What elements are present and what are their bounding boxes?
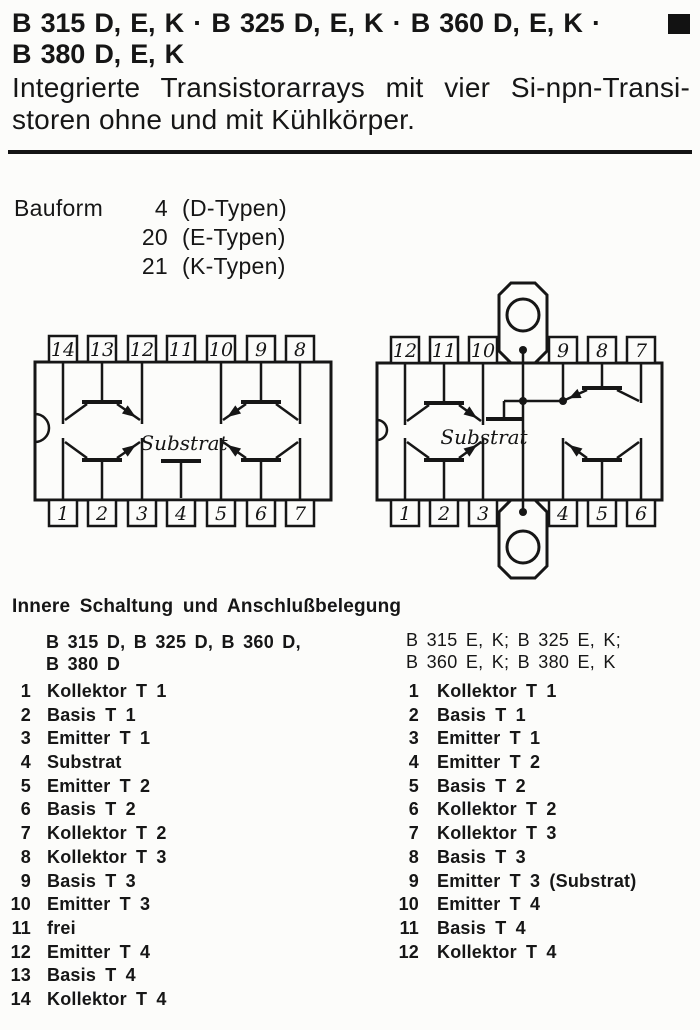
title-line-1: B 315 D, E, K · B 325 D, E, K · B 360 D, E, K ·	[12, 8, 601, 38]
wire	[276, 404, 298, 420]
pin-function: Emitter T 3 (Substrat)	[437, 870, 637, 891]
pin-function: Basis T 2	[437, 775, 526, 796]
pin-function: Basis T 3	[47, 870, 136, 891]
npn-transistor-symbol	[221, 362, 300, 424]
bauform-number: 20	[141, 224, 168, 250]
pin-box-number: 3	[476, 503, 490, 525]
pin-box-number: 6	[254, 503, 268, 525]
wire	[407, 405, 429, 421]
pin-number: 2	[20, 704, 31, 725]
pin-function: Emitter T 1	[47, 728, 151, 749]
wire	[617, 442, 639, 458]
npn-transistor-symbol	[63, 438, 142, 500]
pin-number: 4	[20, 752, 31, 773]
bauform-number: 21	[141, 253, 168, 279]
pin-number: 4	[408, 752, 419, 773]
subtitle-line-1: Integrierte Transistorarrays mit vier Si-npn-Transi-	[12, 72, 690, 103]
pin-row	[0, 942, 167, 966]
pin-box	[430, 500, 458, 526]
npn-transistor-symbol	[221, 438, 300, 500]
pin-row	[0, 965, 167, 989]
pin-row	[0, 894, 167, 918]
pin-row	[388, 871, 636, 895]
pin-box-number: 4	[174, 503, 188, 525]
pin-function: Kollektor T 4	[47, 988, 167, 1009]
dip14-package-diagram	[35, 336, 331, 526]
pin-box-number: 11	[168, 339, 194, 361]
emitter-arrow	[464, 406, 478, 418]
pin-box	[88, 336, 116, 362]
pin-box	[627, 337, 655, 363]
pin-function: Emitter T 4	[47, 941, 151, 962]
pin-box	[549, 500, 577, 526]
pin-function: Kollektor T 2	[437, 799, 557, 820]
pin-number: 11	[11, 917, 31, 938]
pin-box-number: 1	[398, 503, 412, 525]
pin-box-number: 6	[634, 503, 648, 525]
pin-box-number: 4	[556, 503, 570, 525]
pin-number: 3	[20, 728, 31, 749]
pin-number: 12	[10, 941, 31, 962]
pin-box-number: 9	[254, 339, 268, 361]
pin-function: Basis T 1	[47, 704, 136, 725]
pin-number: 7	[20, 823, 31, 844]
right-column-header	[406, 629, 621, 673]
pinout-heading: Innere Schaltung und Anschlußbelegung	[12, 596, 402, 617]
pin-row	[388, 681, 636, 705]
pin-row	[388, 728, 636, 752]
right-header-line-2: B 360 E, K; B 380 E, K	[406, 652, 616, 672]
pin-row	[388, 847, 636, 871]
pin-box-number: 10	[208, 339, 234, 361]
pin-box	[167, 336, 195, 362]
bauform-row	[14, 194, 287, 223]
pin-row	[0, 847, 167, 871]
pin-box-number: 11	[431, 340, 457, 362]
pin-list-ek-types	[388, 681, 636, 965]
pin-box-number: 2	[437, 503, 451, 525]
subtitle-line-2: storen ohne und mit Kühlkörper.	[12, 104, 416, 135]
pin-function: Emitter T 4	[437, 894, 541, 915]
pin-function: Basis T 2	[47, 799, 136, 820]
npn-transistor-symbol	[563, 363, 641, 403]
pin-box-number: 5	[214, 503, 228, 525]
pin-number: 13	[10, 965, 31, 986]
pin-box	[88, 500, 116, 526]
pin-box-number: 3	[135, 503, 149, 525]
wire	[617, 390, 639, 401]
pin-row	[0, 752, 167, 776]
pin-row	[388, 918, 636, 942]
pin-box	[247, 500, 275, 526]
pin-function: Emitter T 3	[47, 894, 151, 915]
horizontal-rule	[8, 150, 692, 154]
emitter-arrow	[227, 405, 241, 417]
pin-function: Substrat	[47, 752, 122, 773]
pin-row	[0, 871, 167, 895]
pin-number: 9	[20, 870, 31, 891]
substrate-label: Substrat	[440, 425, 528, 449]
wire	[276, 442, 298, 458]
pin-function: Kollektor T 3	[47, 846, 167, 867]
pin-box	[167, 500, 195, 526]
dip12-package-with-heatsink-diagram	[377, 283, 662, 578]
pin-box	[49, 336, 77, 362]
pin-row	[0, 799, 167, 823]
pin-box-number: 12	[129, 339, 155, 361]
pin-box	[128, 336, 156, 362]
bauform-label: Bauform	[14, 195, 104, 221]
pin-row	[388, 942, 636, 966]
pin-box-number: 12	[392, 340, 418, 362]
pin-row	[388, 894, 636, 918]
pin-box	[49, 500, 77, 526]
pin-box	[207, 336, 235, 362]
emitter-arrow	[227, 445, 241, 457]
npn-transistor-symbol	[405, 363, 483, 425]
pin-box	[469, 337, 497, 363]
emitter-arrow	[122, 445, 136, 457]
pin-function: frei	[47, 917, 76, 938]
pin-row	[0, 681, 167, 705]
pin-row	[388, 776, 636, 800]
bauform-type: (D-Typen)	[182, 195, 287, 221]
section-marker-icon	[668, 14, 690, 34]
npn-transistor-symbol	[563, 438, 641, 500]
pin-number: 6	[408, 799, 419, 820]
package-diagrams	[0, 275, 700, 587]
pin-row	[0, 728, 167, 752]
pin-number: 5	[408, 775, 419, 796]
pin-box-number: 2	[95, 503, 109, 525]
bauform-type: (E-Typen)	[182, 224, 286, 250]
pin-box-number: 5	[595, 503, 609, 525]
pin-number: 3	[408, 728, 419, 749]
pin-number: 1	[20, 681, 31, 701]
junction-dot	[559, 397, 567, 405]
pin-box-number: 1	[56, 503, 70, 525]
pin-list-d-types	[0, 681, 167, 1013]
pin-box-number: 7	[293, 503, 307, 525]
page-subtitle	[12, 72, 690, 136]
pin-box	[247, 336, 275, 362]
pin-row	[388, 799, 636, 823]
substrate-label: Substrat	[140, 431, 228, 455]
pin-number: 1	[408, 681, 419, 701]
pin-number: 11	[399, 917, 419, 938]
pin-number: 2	[408, 704, 419, 725]
pin-box	[286, 336, 314, 362]
pin-function: Kollektor T 4	[437, 941, 557, 962]
pin-box-number: 14	[50, 339, 76, 361]
pin-function: Kollektor T 2	[47, 823, 167, 844]
pin-row	[388, 823, 636, 847]
pin1-notch	[35, 414, 49, 442]
left-header-line-1: B 315 D, B 325 D, B 360 D,	[46, 632, 301, 652]
wire	[65, 442, 87, 458]
page-title	[12, 8, 662, 70]
title-line-2: B 380 D, E, K	[12, 39, 184, 69]
pin-box	[391, 500, 419, 526]
pin-function: Kollektor T 1	[437, 681, 557, 701]
pin-box	[391, 337, 419, 363]
pin-row	[388, 705, 636, 729]
pin-box-number: 10	[470, 340, 496, 362]
pin-number: 8	[408, 846, 419, 867]
pin-function: Basis T 1	[437, 704, 526, 725]
pin-number: 10	[10, 894, 31, 915]
pin-row	[388, 752, 636, 776]
pin-number: 14	[10, 988, 31, 1009]
emitter-arrow	[122, 405, 136, 417]
pin-function: Emitter T 2	[437, 752, 541, 773]
pin-box	[588, 337, 616, 363]
pin-number: 7	[408, 823, 419, 844]
pin-number: 10	[398, 894, 419, 915]
pin-box	[549, 337, 577, 363]
wire	[65, 404, 87, 420]
npn-transistor-symbol	[63, 362, 142, 424]
pin-box-number: 8	[595, 340, 609, 362]
pin-function: Basis T 3	[437, 846, 526, 867]
pin-box	[128, 500, 156, 526]
pin-function: Emitter T 2	[47, 775, 151, 796]
bauform-type: (K-Typen)	[182, 253, 286, 279]
pin-function: Kollektor T 1	[47, 681, 167, 701]
pin-box	[286, 500, 314, 526]
pin-row	[0, 823, 167, 847]
pin-row	[0, 776, 167, 800]
pin-number: 9	[408, 870, 419, 891]
left-header-line-2: B 380 D	[46, 654, 121, 674]
pin-function: Basis T 4	[47, 965, 136, 986]
emitter-arrow	[569, 445, 583, 457]
bauform-block	[14, 194, 287, 281]
pin-number: 6	[20, 799, 31, 820]
pin-box	[627, 500, 655, 526]
pin-box-number: 9	[556, 340, 570, 362]
wire	[407, 442, 429, 458]
pin-row	[0, 989, 167, 1013]
pin-function: Basis T 4	[437, 917, 526, 938]
pin-number: 8	[20, 846, 31, 867]
pin-box	[469, 500, 497, 526]
pin-box	[207, 500, 235, 526]
right-header-line-1: B 315 E, K; B 325 E, K;	[406, 630, 622, 650]
pin-function: Emitter T 1	[437, 728, 541, 749]
pin-box-number: 7	[634, 340, 648, 362]
pin-box	[588, 500, 616, 526]
pin-box-number: 13	[89, 339, 115, 361]
bauform-row	[14, 223, 287, 252]
pin-row	[0, 705, 167, 729]
pin-box-number: 8	[293, 339, 307, 361]
left-column-header	[46, 631, 301, 675]
bauform-number: 4	[154, 195, 168, 221]
pin-function: Kollektor T 3	[437, 823, 557, 844]
pin-number: 12	[398, 941, 419, 962]
pin-row	[0, 918, 167, 942]
pin-number: 5	[20, 775, 31, 796]
pin-box	[430, 337, 458, 363]
